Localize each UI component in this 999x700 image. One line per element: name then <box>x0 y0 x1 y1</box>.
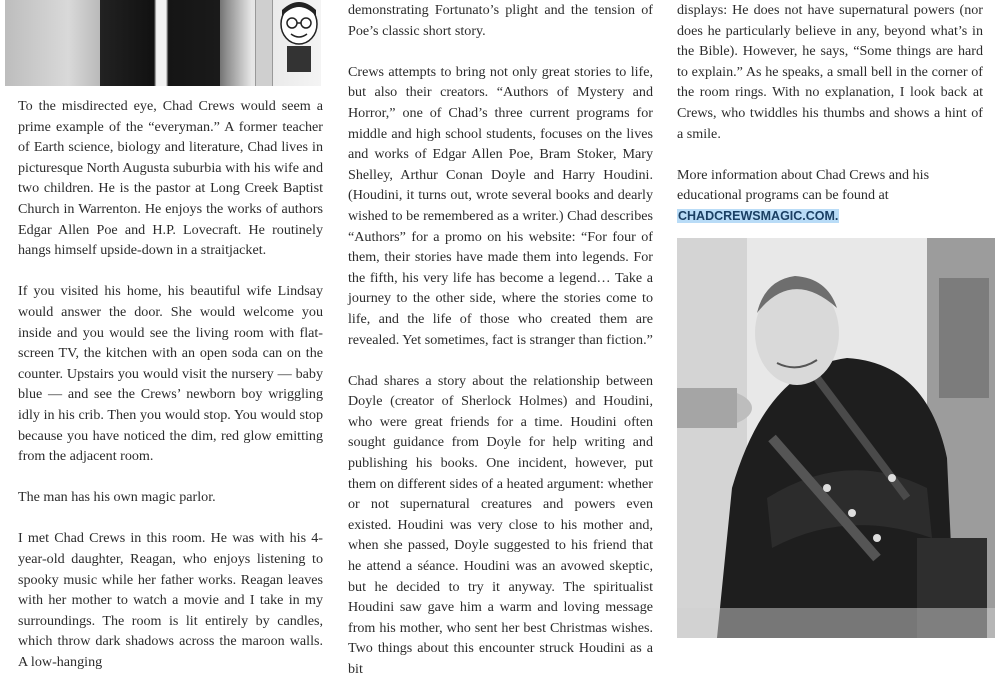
photo-poster-strip <box>255 0 273 86</box>
column-3 <box>677 0 983 256</box>
straitjacket-photo <box>677 238 995 638</box>
straitjacket-photo-illustration <box>677 238 995 638</box>
more-info-text: More information about Chad Crews and his educational programs can be found at <box>677 166 930 204</box>
col1-paragraph-3: The man has his own magic parlor. <box>18 489 216 506</box>
cartoon-face-icon <box>277 2 321 72</box>
more-info-paragraph <box>677 165 983 227</box>
website-link[interactable]: CHADCREWSMAGIC.COM. <box>678 208 839 223</box>
top-photo <box>5 0 321 86</box>
col1-paragraph-2: If you visited his home, his beautiful wife Lindsay would answer the door. She would welcome you inside and you would see the living room with flat-screen TV, the kitchen with an open soda can on the counter. Upstairs you would visit the nursery — baby blue — and see the Crews’ newborn boy wriggling idly in his crib. Then you would stop. You would stop because you have noticed the dim, red glow emitting from the adjacent room. <box>18 283 323 465</box>
col2-paragraph-2: Crews attempts to bring not only great stories to life, but also their creators. “Authors of Mystery and Horror,” one of Chad’s three current programs for middle and high school students, focuses on the lives and works of Edgar Allen Poe, Bram Stoker, Mary Shelley, Arthur Conan Doyle and Harry Houdini. (Houdini, it turns out, wrote several books and dearly wished to be remembered as a writer.) Chad describes “Authors” for a promo on his website: “For four of them, their stories have made them into legends. For the fifth, his very life has become a legend… Take a journey to the other side, where the stories come to life, and the life of those who created them are revealed. Yet sometimes, fact is stranger than fiction.” <box>348 63 653 348</box>
col2-paragraph-1: demonstrating Fortunato’s plight and the tension of Poe’s classic short story. <box>348 2 653 39</box>
col2-paragraph-3: Chad shares a story about the relationship between Doyle (creator of Sherlock Holmes) and Houdini, who were great friends for a time. Houdini often sought guidance from Doyle for help writing and publishing his books. One incident, however, put them on different sides of a heated argument: whether or not supernatural creatures and powers even existed. Houdini was very close to his mother and, when she passed, Doyle suggested to his friend that he attend a séance. Houdini was an avowed skeptic, but he decided to try it anyway. The spiritualist Houdini saw gave him a warm and loving message from his mother, who sent her best Christmas wishes. Two things about this encounter struck Houdini as a bit <box>348 372 653 677</box>
col1-paragraph-4: I met Chad Crews in this room. He was with his 4-year-old daughter, Reagan, who enjoys listening to spooky music while her father works. Reagan leaves with her mother to watch a movie and I take in my surroundings. The room is lit entirely by candles, which throw dark shadows across the maroon walls. A low-hanging <box>18 530 323 671</box>
photo-figure-legs <box>100 0 220 86</box>
column-1 <box>18 96 323 693</box>
col1-paragraph-1: To the misdirected eye, Chad Crews would seem a prime example of the “everyman.” A former teacher of Earth science, biology and literature, Chad lives in picturesque North Augusta suburbia with his wife and two children. He is the pastor at Long Creek Baptist Church in Warrenton. He enjoys the works of authors Edgar Allen Poe and H.P. Lovecraft. He routinely hangs himself upside-down in a straitjacket. <box>18 98 323 259</box>
col3-paragraph-1: displays: He does not have supernatural powers (nor does he particularly believe in any, beyond what’s in the Bible). However, he says, “Some things are hard to explain.” As he speaks, a small bell in the corner of the room rings. With no explanation, I look back at Crews, who twiddles his thumbs and shows a hint of a smile. <box>677 2 983 142</box>
column-2 <box>348 0 653 700</box>
